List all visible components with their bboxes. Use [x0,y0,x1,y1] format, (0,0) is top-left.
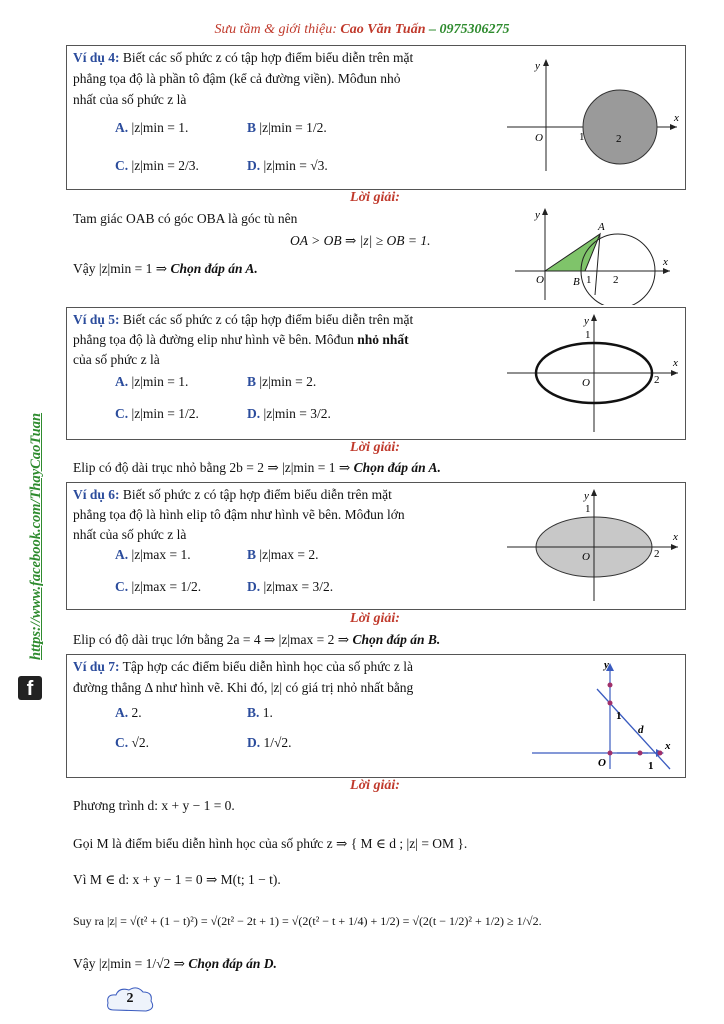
ex6-figure [502,485,682,605]
ex6-option-b: B |z|max = 2. [247,547,319,562]
ex5-option-a: A. |z|min = 1. [115,374,189,389]
ex5-x-label: x [673,357,678,369]
sol7-line3: Vì M ∈ d: x + y − 1 = 0 ⇒ M(t; 1 − t). [73,872,281,887]
sol4-origin-label: O [536,274,544,286]
sol7-line1: Phương trình d: x + y − 1 = 0. [73,798,235,813]
header-source: Sưu tầm & giới thiệu: [214,22,337,37]
ex6-option-c: C. |z|max = 1/2. [115,579,202,594]
sol5-line1: Elip có độ dài trục nhỏ bằng 2b = 2 ⇒ |z|min = 1 ⇒ Chọn đáp án A. [73,460,441,475]
ex5-tick-1: 1 [585,329,591,341]
ex7-line-label: d [638,724,644,736]
ex5-option-d: D. |z|min = 3/2. [247,406,331,421]
ex6-origin-label: O [582,551,590,563]
ex7-option-c: C. √2. [115,735,150,750]
ex6-x-label: x [673,531,678,543]
example-6-box [66,482,686,610]
ex6-line2: phẳng tọa độ là hình elip tô đậm như hình vẽ bên. Môđun lớn [73,507,405,522]
sidebar [14,310,54,700]
sol4-point-a: A [598,221,605,233]
ex6-option-d: D. |z|max = 3/2. [247,579,334,594]
ex6-y-label: y [584,490,589,502]
ex7-option-a: A. 2. [115,705,142,720]
ex7-option-b: B. 1. [247,705,273,720]
ex4-line2: phẳng tọa độ là phần tô đậm (kể cả đường viền). Môđun nhỏ [73,71,401,86]
header-author: Cao Văn Tuấn [340,22,426,37]
header-phone: – 0975306275 [429,22,510,37]
sol4-tick-2: 2 [613,274,619,286]
ex7-x-label: x [665,740,671,752]
ex5-option-b: B |z|min = 2. [247,374,317,389]
ex5-tick-2: 2 [654,374,660,386]
facebook-link[interactable]: https://www.facebook.com/ThayCaoTuan [28,412,44,660]
ex7-tick-y1: 1 [616,710,622,722]
ex7-y-label: y [604,659,609,671]
ex6-line1: Ví dụ 6: Biết số phức z có tập hợp điểm biểu diễn trên mặt [73,487,392,502]
sol7-line2: Gọi M là điểm biểu diễn hình học của số phức z ⇒ { M ∈ d ; |z| = OM }. [73,836,468,851]
sol4-line3: Vậy |z|min = 1 ⇒ Chọn đáp án A. [73,261,258,276]
ex4-option-b: B |z|min = 1/2. [247,120,327,135]
ex4-option-d: D. |z|min = √3. [247,158,328,173]
ex6-tick-1: 1 [585,503,591,515]
sol4-line2: OA > OB ⇒ |z| ≥ OB = 1. [290,233,431,248]
sol4-figure [500,205,675,305]
ex5-option-c: C. |z|min = 1/2. [115,406,199,421]
ex5-line3: của số phức z là [73,352,160,367]
page-number-badge [104,984,156,1018]
page-number: 2 [126,991,134,1006]
ex4-line3: nhất của số phức z là [73,92,187,107]
ex4-y-label: y [535,60,540,72]
ex4-option-a: A. |z|min = 1. [115,120,189,135]
sol7-line5: Vậy |z|min = 1/√2 ⇒ Chọn đáp án D. [73,956,277,971]
page-header [0,22,724,38]
ex6-tick-2: 2 [654,548,660,560]
solution-4-title: Lời giải: [350,190,400,205]
ex7-option-d: D. 1/√2. [247,735,292,750]
solution-6-title: Lời giải: [350,611,400,626]
example-5-box [66,307,686,440]
ex6-line3: nhất của số phức z là [73,527,187,542]
example-4-box [66,45,686,190]
ex5-line2: phẳng tọa độ là đường elip như hình vẽ bên. Môđun nhỏ nhất [73,332,409,347]
ex7-tick-x1: 1 [648,760,654,772]
ex6-option-a: A. |z|max = 1. [115,547,191,562]
ex4-line1: Ví dụ 4: Biết các số phức z có tập hợp điểm biểu diễn trên mặt [73,50,414,65]
sol6-line1: Elip có độ dài trục lớn bằng 2a = 4 ⇒ |z|max = 2 ⇒ Chọn đáp án B. [73,632,441,647]
ex7-line2: đường thẳng Δ như hình vẽ. Khi đó, |z| có giá trị nhỏ nhất bằng [73,680,414,695]
sol4-x-label: x [663,256,668,268]
example-7-box [66,654,686,778]
ex4-origin-label: O [535,132,543,144]
sol4-y-label: y [535,209,540,221]
ex7-figure [522,657,672,775]
ex5-figure [502,310,682,436]
sol7-line4: Suy ra |z| = √(t² + (1 − t)²) = √(2t² − 2t + 1) = √(2(t² − t + 1/4) + 1/2) = √(2(t − 1/2)² + 1/2) ≥ 1/√2. [73,914,542,928]
ex4-tick-1: 1 [579,131,585,143]
ex4-option-c: C. |z|min = 2/3. [115,158,199,173]
sol4-line1: Tam giác OAB có góc OBA là góc tù nên [73,211,298,226]
facebook-icon[interactable]: f [18,676,42,700]
ex5-y-label: y [584,315,589,327]
sol4-point-b: B [573,276,580,288]
ex5-origin-label: O [582,377,590,389]
ex7-line1: Ví dụ 7: Tập hợp các điểm biểu diễn hình học của số phức z là [73,659,414,674]
ex4-figure [502,51,682,181]
solution-5-title: Lời giải: [350,440,400,455]
solution-7-title: Lời giải: [350,778,400,793]
ex4-tick-2: 2 [616,133,622,145]
ex4-x-label: x [674,112,679,124]
sol4-tick-1: 1 [586,274,592,286]
ex5-line1: Ví dụ 5: Biết các số phức z có tập hợp điểm biểu diễn trên mặt [73,312,414,327]
ex7-origin-label: O [598,757,606,769]
